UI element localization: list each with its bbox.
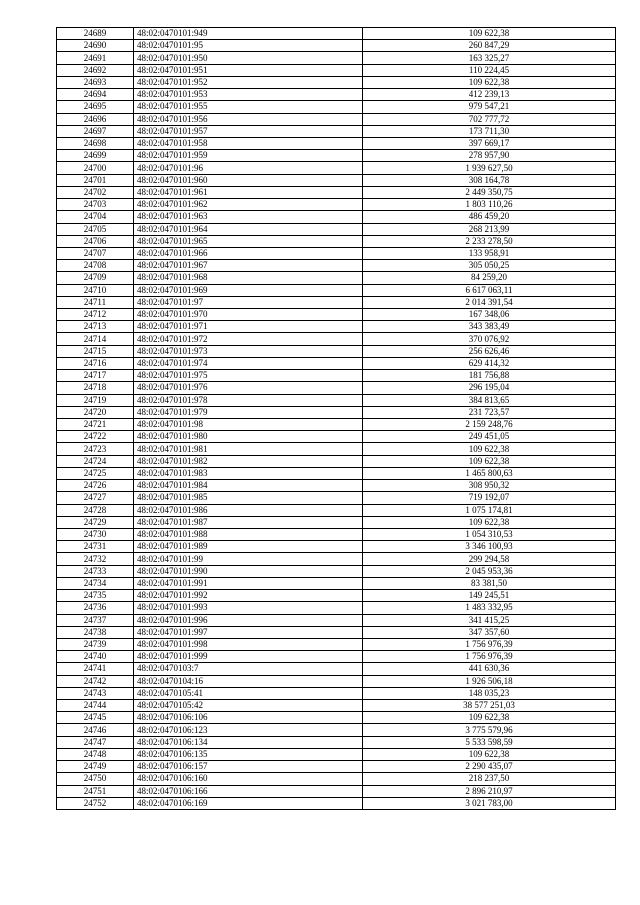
cadastral-value-cell: 343 383,49 bbox=[363, 321, 616, 333]
table-row bbox=[57, 296, 616, 308]
cadastral-number-cell: 48:02:0470101:982 bbox=[134, 455, 363, 467]
cadastral-value-cell: 370 076,92 bbox=[363, 333, 616, 345]
table-row bbox=[57, 541, 616, 553]
cadastral-number-cell: 48:02:0470101:976 bbox=[134, 382, 363, 394]
table-row bbox=[57, 516, 616, 528]
cadastral-value-cell: 163 325,27 bbox=[363, 52, 616, 64]
table-row bbox=[57, 504, 616, 516]
table-row bbox=[57, 101, 616, 113]
table-row bbox=[57, 223, 616, 235]
row-number-cell: 24714 bbox=[57, 333, 134, 345]
row-number-cell: 24694 bbox=[57, 89, 134, 101]
row-number-cell: 24731 bbox=[57, 541, 134, 553]
table-row bbox=[57, 186, 616, 198]
cadastral-value-cell: 278 957,90 bbox=[363, 150, 616, 162]
cadastral-number-cell: 48:02:0470101:992 bbox=[134, 590, 363, 602]
cadastral-value-cell: 3 775 579,96 bbox=[363, 724, 616, 736]
cadastral-value-cell: 384 813,65 bbox=[363, 394, 616, 406]
cadastral-number-cell: 48:02:0470101:99 bbox=[134, 553, 363, 565]
table-row bbox=[57, 565, 616, 577]
table-row bbox=[57, 345, 616, 357]
cadastral-value-cell: 979 547,21 bbox=[363, 101, 616, 113]
row-number-cell: 24729 bbox=[57, 516, 134, 528]
table-row bbox=[57, 211, 616, 223]
cadastral-value-cell: 133 958,91 bbox=[363, 247, 616, 259]
table-row bbox=[57, 712, 616, 724]
row-number-cell: 24711 bbox=[57, 296, 134, 308]
table-row bbox=[57, 773, 616, 785]
table-row bbox=[57, 492, 616, 504]
table-row bbox=[57, 284, 616, 296]
cadastral-value-cell: 173 711,30 bbox=[363, 125, 616, 137]
cadastral-value-cell: 299 294,58 bbox=[363, 553, 616, 565]
row-number-cell: 24700 bbox=[57, 162, 134, 174]
table-row bbox=[57, 431, 616, 443]
cadastral-value-cell: 341 415,25 bbox=[363, 614, 616, 626]
cadastral-number-cell: 48:02:0470101:962 bbox=[134, 199, 363, 211]
table-row bbox=[57, 724, 616, 736]
cadastral-value-cell: 109 622,38 bbox=[363, 748, 616, 760]
cadastral-number-cell: 48:02:0470101:953 bbox=[134, 89, 363, 101]
cadastral-number-cell: 48:02:0470101:960 bbox=[134, 174, 363, 186]
table-row bbox=[57, 52, 616, 64]
row-number-cell: 24751 bbox=[57, 785, 134, 797]
table-row bbox=[57, 797, 616, 809]
table-row bbox=[57, 687, 616, 699]
table-row bbox=[57, 602, 616, 614]
cadastral-value-cell: 109 622,38 bbox=[363, 455, 616, 467]
cadastral-value-cell: 84 259,20 bbox=[363, 272, 616, 284]
row-number-cell: 24740 bbox=[57, 651, 134, 663]
cadastral-number-cell: 48:02:0470106:134 bbox=[134, 736, 363, 748]
cadastral-number-cell: 48:02:0470101:985 bbox=[134, 492, 363, 504]
table-row bbox=[57, 590, 616, 602]
cadastral-number-cell: 48:02:0470101:981 bbox=[134, 443, 363, 455]
cadastral-number-cell: 48:02:0470103:7 bbox=[134, 663, 363, 675]
table-row bbox=[57, 64, 616, 76]
cadastral-value-cell: 1 926 506,18 bbox=[363, 675, 616, 687]
cadastral-value-cell: 2 896 210,97 bbox=[363, 785, 616, 797]
cadastral-value-cell: 218 237,50 bbox=[363, 773, 616, 785]
cadastral-number-cell: 48:02:0470101:996 bbox=[134, 614, 363, 626]
table-row bbox=[57, 700, 616, 712]
table-row bbox=[57, 357, 616, 369]
cadastral-number-cell: 48:02:0470101:978 bbox=[134, 394, 363, 406]
row-number-cell: 24747 bbox=[57, 736, 134, 748]
table-row bbox=[57, 333, 616, 345]
table-row bbox=[57, 443, 616, 455]
cadastral-value-cell: 1 939 627,50 bbox=[363, 162, 616, 174]
cadastral-value-cell: 3 346 100,93 bbox=[363, 541, 616, 553]
row-number-cell: 24690 bbox=[57, 40, 134, 52]
row-number-cell: 24698 bbox=[57, 137, 134, 149]
row-number-cell: 24692 bbox=[57, 64, 134, 76]
cadastral-value-cell: 486 459,20 bbox=[363, 211, 616, 223]
cadastral-number-cell: 48:02:0470101:979 bbox=[134, 406, 363, 418]
cadastral-value-cell: 412 239,13 bbox=[363, 89, 616, 101]
table-row bbox=[57, 28, 616, 40]
cadastral-value-cell: 109 622,38 bbox=[363, 516, 616, 528]
cadastral-number-cell: 48:02:0470101:951 bbox=[134, 64, 363, 76]
cadastral-number-cell: 48:02:0470101:958 bbox=[134, 137, 363, 149]
row-number-cell: 24733 bbox=[57, 565, 134, 577]
cadastral-number-cell: 48:02:0470105:42 bbox=[134, 700, 363, 712]
cadastral-value-cell: 109 622,38 bbox=[363, 28, 616, 40]
row-number-cell: 24730 bbox=[57, 528, 134, 540]
row-number-cell: 24701 bbox=[57, 174, 134, 186]
table-row bbox=[57, 174, 616, 186]
row-number-cell: 24741 bbox=[57, 663, 134, 675]
cadastral-value-cell: 397 669,17 bbox=[363, 137, 616, 149]
table-body bbox=[57, 28, 616, 810]
cadastral-number-cell: 48:02:0470101:966 bbox=[134, 247, 363, 259]
cadastral-number-cell: 48:02:0470101:98 bbox=[134, 419, 363, 431]
cadastral-value-cell: 1 483 332,95 bbox=[363, 602, 616, 614]
cadastral-value-cell: 305 050,25 bbox=[363, 260, 616, 272]
cadastral-number-cell: 48:02:0470101:980 bbox=[134, 431, 363, 443]
cadastral-value-cell: 110 224,45 bbox=[363, 64, 616, 76]
cadastral-number-cell: 48:02:0470106:135 bbox=[134, 748, 363, 760]
table-row bbox=[57, 247, 616, 259]
cadastral-number-cell: 48:02:0470101:983 bbox=[134, 467, 363, 479]
cadastral-value-cell: 5 533 598,59 bbox=[363, 736, 616, 748]
row-number-cell: 24732 bbox=[57, 553, 134, 565]
row-number-cell: 24718 bbox=[57, 382, 134, 394]
cadastral-number-cell: 48:02:0470101:949 bbox=[134, 28, 363, 40]
cadastral-value-cell: 260 847,29 bbox=[363, 40, 616, 52]
row-number-cell: 24746 bbox=[57, 724, 134, 736]
table-row bbox=[57, 113, 616, 125]
cadastral-value-cell: 441 630,36 bbox=[363, 663, 616, 675]
row-number-cell: 24720 bbox=[57, 406, 134, 418]
cadastral-number-cell: 48:02:0470101:95 bbox=[134, 40, 363, 52]
cadastral-value-cell: 1 054 310,53 bbox=[363, 528, 616, 540]
table-row bbox=[57, 199, 616, 211]
cadastral-value-cell: 2 159 248,76 bbox=[363, 419, 616, 431]
cadastral-number-cell: 48:02:0470101:968 bbox=[134, 272, 363, 284]
cadastral-value-cell: 231 723,57 bbox=[363, 406, 616, 418]
table-row bbox=[57, 370, 616, 382]
cadastral-value-cell: 148 035,23 bbox=[363, 687, 616, 699]
cadastral-value-table bbox=[56, 27, 616, 810]
row-number-cell: 24706 bbox=[57, 235, 134, 247]
table-row bbox=[57, 651, 616, 663]
cadastral-value-cell: 347 357,60 bbox=[363, 626, 616, 638]
table-row bbox=[57, 675, 616, 687]
table-row bbox=[57, 736, 616, 748]
row-number-cell: 24743 bbox=[57, 687, 134, 699]
cadastral-value-cell: 2 045 953,36 bbox=[363, 565, 616, 577]
row-number-cell: 24723 bbox=[57, 443, 134, 455]
cadastral-number-cell: 48:02:0470101:989 bbox=[134, 541, 363, 553]
table-row bbox=[57, 150, 616, 162]
cadastral-number-cell: 48:02:0470101:963 bbox=[134, 211, 363, 223]
cadastral-number-cell: 48:02:0470101:999 bbox=[134, 651, 363, 663]
row-number-cell: 24749 bbox=[57, 761, 134, 773]
cadastral-value-cell: 256 626,46 bbox=[363, 345, 616, 357]
row-number-cell: 24736 bbox=[57, 602, 134, 614]
row-number-cell: 24716 bbox=[57, 357, 134, 369]
cadastral-number-cell: 48:02:0470104:16 bbox=[134, 675, 363, 687]
cadastral-value-cell: 167 348,06 bbox=[363, 309, 616, 321]
cadastral-number-cell: 48:02:0470101:957 bbox=[134, 125, 363, 137]
cadastral-value-cell: 109 622,38 bbox=[363, 76, 616, 88]
cadastral-number-cell: 48:02:0470101:991 bbox=[134, 577, 363, 589]
cadastral-value-cell: 702 777,72 bbox=[363, 113, 616, 125]
table-row bbox=[57, 125, 616, 137]
cadastral-number-cell: 48:02:0470101:986 bbox=[134, 504, 363, 516]
cadastral-value-cell: 2 233 278,50 bbox=[363, 235, 616, 247]
row-number-cell: 24735 bbox=[57, 590, 134, 602]
table-row bbox=[57, 553, 616, 565]
cadastral-value-cell: 149 245,51 bbox=[363, 590, 616, 602]
row-number-cell: 24725 bbox=[57, 467, 134, 479]
cadastral-value-cell: 1 756 976,39 bbox=[363, 638, 616, 650]
row-number-cell: 24739 bbox=[57, 638, 134, 650]
cadastral-value-cell: 629 414,32 bbox=[363, 357, 616, 369]
table-row bbox=[57, 137, 616, 149]
table-row bbox=[57, 577, 616, 589]
cadastral-number-cell: 48:02:0470101:974 bbox=[134, 357, 363, 369]
cadastral-number-cell: 48:02:0470101:967 bbox=[134, 260, 363, 272]
row-number-cell: 24697 bbox=[57, 125, 134, 137]
cadastral-number-cell: 48:02:0470101:964 bbox=[134, 223, 363, 235]
cadastral-value-cell: 2 449 350,75 bbox=[363, 186, 616, 198]
table-row bbox=[57, 406, 616, 418]
cadastral-number-cell: 48:02:0470101:987 bbox=[134, 516, 363, 528]
row-number-cell: 24724 bbox=[57, 455, 134, 467]
cadastral-number-cell: 48:02:0470101:961 bbox=[134, 186, 363, 198]
table-row bbox=[57, 321, 616, 333]
table-row bbox=[57, 272, 616, 284]
row-number-cell: 24742 bbox=[57, 675, 134, 687]
cadastral-value-cell: 109 622,38 bbox=[363, 443, 616, 455]
row-number-cell: 24715 bbox=[57, 345, 134, 357]
cadastral-number-cell: 48:02:0470106:169 bbox=[134, 797, 363, 809]
cadastral-value-cell: 1 756 976,39 bbox=[363, 651, 616, 663]
row-number-cell: 24708 bbox=[57, 260, 134, 272]
row-number-cell: 24734 bbox=[57, 577, 134, 589]
cadastral-value-cell: 1 803 110,26 bbox=[363, 199, 616, 211]
cadastral-number-cell: 48:02:0470101:952 bbox=[134, 76, 363, 88]
cadastral-number-cell: 48:02:0470105:41 bbox=[134, 687, 363, 699]
cadastral-value-cell: 249 451,05 bbox=[363, 431, 616, 443]
cadastral-number-cell: 48:02:0470101:970 bbox=[134, 309, 363, 321]
cadastral-number-cell: 48:02:0470101:988 bbox=[134, 528, 363, 540]
row-number-cell: 24704 bbox=[57, 211, 134, 223]
table-row bbox=[57, 748, 616, 760]
cadastral-number-cell: 48:02:0470106:166 bbox=[134, 785, 363, 797]
cadastral-number-cell: 48:02:0470101:984 bbox=[134, 480, 363, 492]
table-row bbox=[57, 89, 616, 101]
table-row bbox=[57, 626, 616, 638]
cadastral-value-cell: 719 192,07 bbox=[363, 492, 616, 504]
cadastral-number-cell: 48:02:0470101:955 bbox=[134, 101, 363, 113]
cadastral-value-cell: 6 617 063,11 bbox=[363, 284, 616, 296]
row-number-cell: 24689 bbox=[57, 28, 134, 40]
row-number-cell: 24744 bbox=[57, 700, 134, 712]
table-row bbox=[57, 467, 616, 479]
table-row bbox=[57, 419, 616, 431]
row-number-cell: 24707 bbox=[57, 247, 134, 259]
row-number-cell: 24699 bbox=[57, 150, 134, 162]
cadastral-value-cell: 2 290 435,07 bbox=[363, 761, 616, 773]
row-number-cell: 24695 bbox=[57, 101, 134, 113]
row-number-cell: 24693 bbox=[57, 76, 134, 88]
cadastral-number-cell: 48:02:0470106:106 bbox=[134, 712, 363, 724]
cadastral-number-cell: 48:02:0470106:160 bbox=[134, 773, 363, 785]
row-number-cell: 24738 bbox=[57, 626, 134, 638]
cadastral-value-cell: 296 195,04 bbox=[363, 382, 616, 394]
table-row bbox=[57, 528, 616, 540]
table-row bbox=[57, 40, 616, 52]
cadastral-number-cell: 48:02:0470101:998 bbox=[134, 638, 363, 650]
row-number-cell: 24727 bbox=[57, 492, 134, 504]
table-row bbox=[57, 614, 616, 626]
cadastral-value-cell: 2 014 391,54 bbox=[363, 296, 616, 308]
cadastral-number-cell: 48:02:0470101:96 bbox=[134, 162, 363, 174]
table-row bbox=[57, 480, 616, 492]
row-number-cell: 24710 bbox=[57, 284, 134, 296]
cadastral-value-cell: 109 622,38 bbox=[363, 712, 616, 724]
table-row bbox=[57, 663, 616, 675]
table-row bbox=[57, 394, 616, 406]
cadastral-value-cell: 181 756,88 bbox=[363, 370, 616, 382]
cadastral-number-cell: 48:02:0470101:959 bbox=[134, 150, 363, 162]
table-row bbox=[57, 382, 616, 394]
cadastral-value-cell: 1 075 174,81 bbox=[363, 504, 616, 516]
row-number-cell: 24752 bbox=[57, 797, 134, 809]
cadastral-number-cell: 48:02:0470101:990 bbox=[134, 565, 363, 577]
row-number-cell: 24745 bbox=[57, 712, 134, 724]
cadastral-value-cell: 3 021 783,00 bbox=[363, 797, 616, 809]
cadastral-number-cell: 48:02:0470101:972 bbox=[134, 333, 363, 345]
row-number-cell: 24709 bbox=[57, 272, 134, 284]
cadastral-number-cell: 48:02:0470101:973 bbox=[134, 345, 363, 357]
row-number-cell: 24750 bbox=[57, 773, 134, 785]
cadastral-value-cell: 308 164,78 bbox=[363, 174, 616, 186]
row-number-cell: 24702 bbox=[57, 186, 134, 198]
cadastral-number-cell: 48:02:0470101:993 bbox=[134, 602, 363, 614]
cadastral-number-cell: 48:02:0470101:97 bbox=[134, 296, 363, 308]
row-number-cell: 24726 bbox=[57, 480, 134, 492]
table-row bbox=[57, 638, 616, 650]
table-row bbox=[57, 260, 616, 272]
row-number-cell: 24705 bbox=[57, 223, 134, 235]
cadastral-value-cell: 83 381,50 bbox=[363, 577, 616, 589]
cadastral-number-cell: 48:02:0470101:997 bbox=[134, 626, 363, 638]
cadastral-number-cell: 48:02:0470101:965 bbox=[134, 235, 363, 247]
row-number-cell: 24717 bbox=[57, 370, 134, 382]
table-row bbox=[57, 76, 616, 88]
table-row bbox=[57, 455, 616, 467]
cadastral-number-cell: 48:02:0470101:969 bbox=[134, 284, 363, 296]
row-number-cell: 24703 bbox=[57, 199, 134, 211]
cadastral-number-cell: 48:02:0470106:157 bbox=[134, 761, 363, 773]
cadastral-number-cell: 48:02:0470101:975 bbox=[134, 370, 363, 382]
table-row bbox=[57, 162, 616, 174]
row-number-cell: 24712 bbox=[57, 309, 134, 321]
table-row bbox=[57, 235, 616, 247]
cadastral-value-cell: 38 577 251,03 bbox=[363, 700, 616, 712]
cadastral-number-cell: 48:02:0470106:123 bbox=[134, 724, 363, 736]
row-number-cell: 24719 bbox=[57, 394, 134, 406]
row-number-cell: 24713 bbox=[57, 321, 134, 333]
cadastral-value-cell: 308 950,32 bbox=[363, 480, 616, 492]
row-number-cell: 24722 bbox=[57, 431, 134, 443]
row-number-cell: 24696 bbox=[57, 113, 134, 125]
table-row bbox=[57, 761, 616, 773]
row-number-cell: 24728 bbox=[57, 504, 134, 516]
row-number-cell: 24721 bbox=[57, 419, 134, 431]
cadastral-number-cell: 48:02:0470101:956 bbox=[134, 113, 363, 125]
cadastral-number-cell: 48:02:0470101:971 bbox=[134, 321, 363, 333]
row-number-cell: 24748 bbox=[57, 748, 134, 760]
row-number-cell: 24691 bbox=[57, 52, 134, 64]
cadastral-value-cell: 268 213,99 bbox=[363, 223, 616, 235]
table-row bbox=[57, 785, 616, 797]
cadastral-number-cell: 48:02:0470101:950 bbox=[134, 52, 363, 64]
table-row bbox=[57, 309, 616, 321]
row-number-cell: 24737 bbox=[57, 614, 134, 626]
cadastral-value-cell: 1 465 800,63 bbox=[363, 467, 616, 479]
